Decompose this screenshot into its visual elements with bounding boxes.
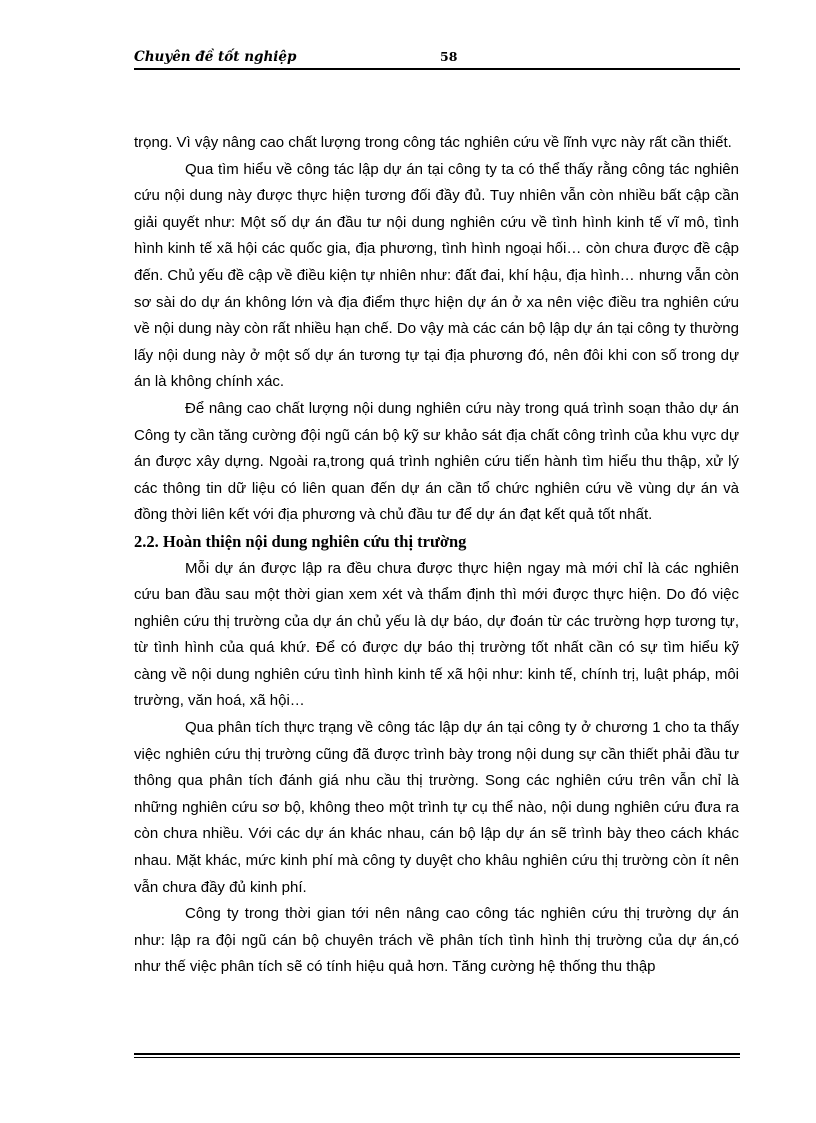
paragraph-4: Mỗi dự án được lập ra đều chưa được thực hiện ngay mà mới chỉ là các nghiên cứu ban đầu sau một thời gian xem xét và thẩm định thì mới được thực hiện. Do đó việc nghiên cứu thị trường của dự án chủ yếu là dự báo, dự đoán từ các trường hợp tương tự, từ tình hình của quá khứ. Để có được dự báo thị trường tốt nhất cần có sự tìm hiểu kỹ càng về nội dung nghiên cứu tình hình kinh tế xã hội như: kinh tế, chính trị, luật pháp, môi trường, văn hoá, xã hội… [134, 559, 739, 710]
section-heading: 2.2. Hoàn thiện nội dung nghiên cứu thị trường [134, 531, 467, 551]
page-header [134, 48, 740, 70]
page-number: 58 [440, 49, 458, 64]
footer-rule-bottom [134, 1057, 740, 1058]
paragraph-1: trọng. Vì vậy nâng cao chất lượng trong công tác nghiên cứu về lĩnh vực này rất cần thiết. [134, 134, 732, 151]
paragraph-5: Qua phân tích thực trạng về công tác lập dự án tại công ty ở chương 1 cho ta thấy việc nghiên cứu thị trường cũng đã được trình bày trong nội dung sự cần thiết phải đầu tư thông qua phân tích đánh giá nhu cầu thị trường. Song các nghiên cứu trên vẫn chỉ là những nghiên cứu sơ bộ, không theo một trình tự cụ thể nào, nội dung nghiên cứu đưa ra còn chưa nhiều. Với các dự án khác nhau, cán bộ lập dự án sẽ trình bày theo cách khác nhau. Mặt khác, mức kinh phí mà công ty duyệt cho khâu nghiên cứu thị trường còn ít nên vẫn chưa đầy đủ kinh phí. [134, 719, 739, 896]
paragraph-6: Công ty trong thời gian tới nên nâng cao công tác nghiên cứu thị trường dự án như: lập ra đội ngũ cán bộ chuyên trách về phân tích tình hình thị trường của dự án,có như thế việc phân tích sẽ có tính hiệu quả hơn. Tăng cường hệ thống thu thập [134, 905, 739, 976]
body-text [134, 130, 739, 981]
footer-rule-top [134, 1053, 740, 1055]
paragraph-2: Qua tìm hiểu về công tác lập dự án tại công ty ta có thể thấy rằng công tác nghiên cứu nội dung này được thực hiện tương đối đầy đủ. Tuy nhiên vẫn còn nhiều bất cập cần giải quyết như: Một số dự án đầu tư nội dung nghiên cứu về tình hình kinh tế vĩ mô, tình hình kinh tế xã hội các quốc gia, địa phương, tình hình ngoại hối… còn chưa được đề cập đến. Chủ yếu đề cập về điều kiện tự nhiên như: đất đai, khí hậu, địa hình… nhưng vẫn còn sơ sài do dự án không lớn và địa điểm thực hiện dự án ở xa nên việc điều tra nghiên cứu về nội dung này còn rất nhiều hạn chế. Do vậy mà các cán bộ lập dự án tại công ty thường lấy nội dung này ở một số dự án tương tự tại địa phương đó, nên đôi khi con số trong dự án là không chính xác. [134, 160, 739, 391]
paragraph-3: Để nâng cao chất lượng nội dung nghiên cứu này trong quá trình soạn thảo dự án Công ty cần tăng cường đội ngũ cán bộ kỹ sư khảo sát địa chất công trình của khu vực dự án được xây dựng. Ngoài ra,trong quá trình nghiên cứu tiến hành tìm hiểu thu thập, xử lý các thông tin dữ liệu có liên quan đến dự án cần tổ chức nghiên cứu về vùng dự án và đồng thời liên kết với địa phương và chủ đầu tư để dự án đạt kết quả tốt nhất. [134, 399, 739, 524]
header-rule [134, 68, 740, 70]
header-title: Chuyên đề tốt nghiệp [134, 49, 297, 65]
